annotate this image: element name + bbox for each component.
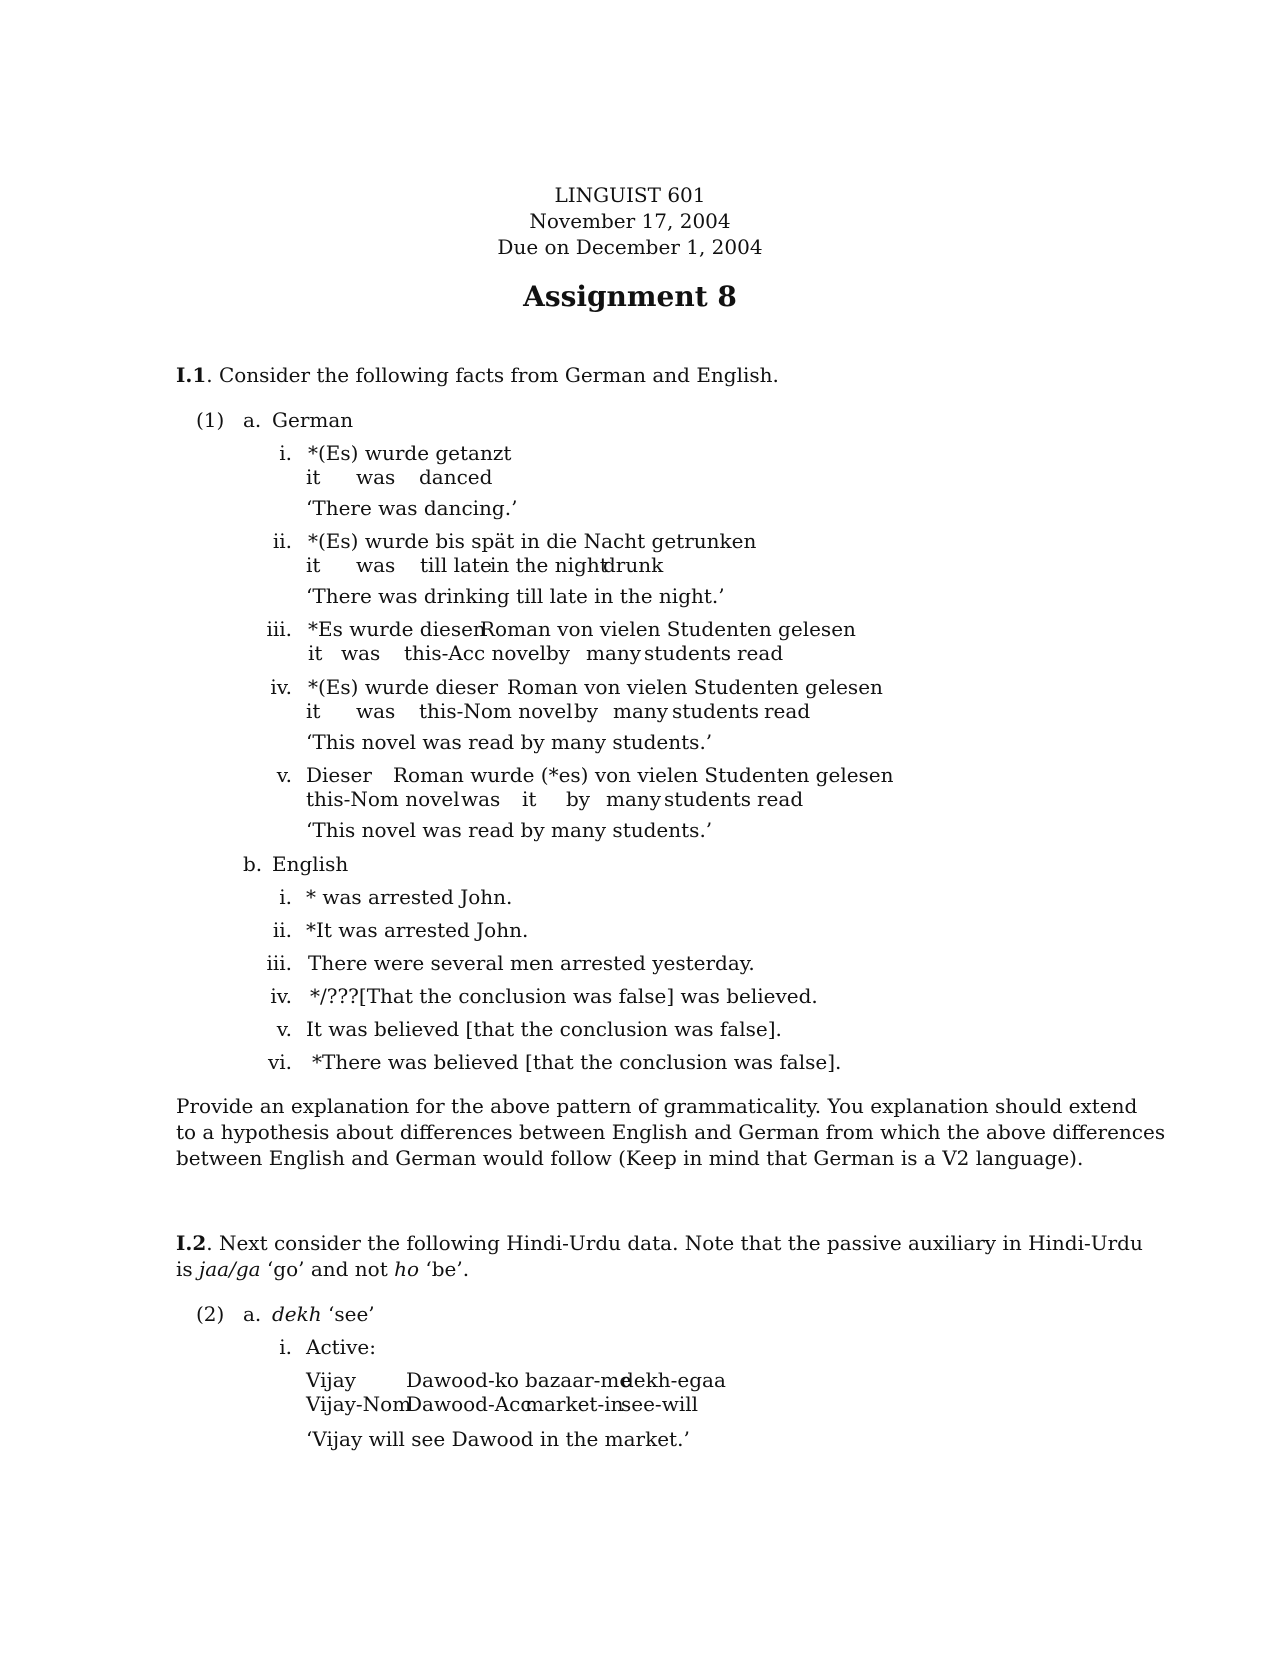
section-1-intro-text: . Consider the following facts from German and English. <box>206 363 779 387</box>
term-jaa-ga: jaa/ga <box>199 1257 261 1281</box>
gloss-word: was <box>461 787 501 811</box>
example-1-number: (1) <box>196 408 225 432</box>
german-sentence: *(Es) wurde dieser <box>308 675 499 699</box>
gloss-word: many <box>613 699 669 723</box>
gloss-word: many <box>606 787 662 811</box>
gloss-word: it <box>522 787 537 811</box>
term-ho: ho <box>394 1257 420 1281</box>
section-2-intro-line-2 <box>176 1257 469 1281</box>
example-1b-title: English <box>272 852 349 876</box>
hindi-item-label: i. <box>279 1335 292 1359</box>
text-run: ‘go’ and not <box>260 1257 395 1281</box>
german-item-label: iv. <box>270 675 292 699</box>
english-item-label: iv. <box>270 984 292 1008</box>
gloss-word: see-will <box>621 1392 699 1416</box>
translation: ‘This novel was read by many students.’ <box>306 818 713 842</box>
english-item-label: iii. <box>266 951 292 975</box>
hindi-word: Dawood-ko <box>406 1368 519 1392</box>
gloss-word: it <box>306 699 321 723</box>
example-2a-title <box>272 1302 375 1326</box>
question-paragraph-line: to a hypothesis about differences between English and German from which the above differences <box>176 1120 1166 1144</box>
english-sentence: *There was believed [that the conclusion was false]. <box>312 1050 842 1074</box>
gloss-word: this-Nom novel <box>306 787 460 811</box>
gloss-word: it <box>306 465 321 489</box>
gloss-word: market-in <box>525 1392 624 1416</box>
hindi-word: Vijay <box>306 1368 356 1392</box>
english-sentence: * was arrested John. <box>306 885 513 909</box>
german-sentence: Roman wurde (*es) von vielen Studenten gelesen <box>393 763 894 787</box>
german-item-label: i. <box>279 441 292 465</box>
german-sentence: *(Es) wurde bis spät in die Nacht getrunken <box>308 529 757 553</box>
gloss-word: read <box>764 699 811 723</box>
gloss-word: drunk <box>603 553 664 577</box>
german-item-label: v. <box>276 763 292 787</box>
gloss-word: many <box>586 641 642 665</box>
hindi-word: dekh-egaa <box>621 1368 726 1392</box>
gloss-word: students <box>664 787 752 811</box>
page-title: Assignment 8 <box>523 280 737 313</box>
gloss-word: it <box>306 553 321 577</box>
example-1b-label: b. <box>243 852 263 876</box>
text-run: is <box>176 1257 200 1281</box>
gloss-word: was <box>356 465 396 489</box>
gloss-word: this-Nom novel <box>419 699 573 723</box>
german-sentence: Roman von vielen Studenten gelesen <box>507 675 883 699</box>
gloss-word: this-Acc novel <box>404 641 546 665</box>
example-1a-label: a. <box>243 408 262 432</box>
hindi-item-title: Active: <box>306 1335 376 1359</box>
gloss-word: Vijay-Nom <box>306 1392 412 1416</box>
term-dekh: dekh <box>272 1302 322 1326</box>
english-sentence: */???[That the conclusion was false] was believed. <box>310 984 818 1008</box>
translation: ‘This novel was read by many students.’ <box>306 730 713 754</box>
text-run: ‘be’. <box>419 1257 470 1281</box>
gloss-word: by <box>546 641 571 665</box>
german-sentence: Roman von vielen Studenten gelesen <box>480 617 856 641</box>
section-1-intro <box>176 363 779 387</box>
translation: ‘Vijay will see Dawood in the market.’ <box>306 1427 690 1451</box>
german-sentence: Dieser <box>306 763 372 787</box>
gloss-word: in the night <box>490 553 608 577</box>
question-paragraph-line: Provide an explanation for the above pattern of grammaticality. You explanation should extend <box>176 1094 1138 1118</box>
english-item-label: ii. <box>272 918 292 942</box>
english-item-label: i. <box>279 885 292 909</box>
gloss-word: Dawood-Acc <box>406 1392 532 1416</box>
text-run: ‘see’ <box>321 1302 375 1326</box>
german-item-label: ii. <box>272 529 292 553</box>
section-2-intro <box>176 1231 1143 1255</box>
gloss-word: it <box>308 641 323 665</box>
assignment-date: November 17, 2004 <box>529 209 731 233</box>
gloss-word: was <box>356 699 396 723</box>
gloss-word: by <box>574 699 599 723</box>
english-sentence: There were several men arrested yesterday. <box>308 951 755 975</box>
gloss-word: students <box>672 699 760 723</box>
question-paragraph-line: between English and German would follow (Keep in mind that German is a V2 language). <box>176 1146 1084 1170</box>
course-name: LINGUIST 601 <box>554 183 706 207</box>
due-date: Due on December 1, 2004 <box>497 235 763 259</box>
gloss-word: was <box>341 641 381 665</box>
german-sentence: *Es wurde diesen <box>308 617 486 641</box>
gloss-word: was <box>356 553 396 577</box>
example-2a-label: a. <box>243 1302 262 1326</box>
english-sentence: *It was arrested John. <box>306 918 529 942</box>
gloss-word: till late <box>420 553 492 577</box>
gloss-word: read <box>757 787 804 811</box>
gloss-word: danced <box>419 465 493 489</box>
english-item-label: v. <box>276 1017 292 1041</box>
english-item-label: vi. <box>267 1050 292 1074</box>
section-2-number: I.2 <box>176 1231 207 1255</box>
example-1a-title: German <box>272 408 354 432</box>
section-1-number: I.1 <box>176 363 207 387</box>
section-2-intro-text: . Next consider the following Hindi-Urdu data. Note that the passive auxiliary in Hindi-Urdu <box>206 1231 1143 1255</box>
gloss-word: by <box>566 787 591 811</box>
german-item-label: iii. <box>266 617 292 641</box>
german-sentence: *(Es) wurde getanzt <box>308 441 512 465</box>
gloss-word: read <box>737 641 784 665</box>
example-2-number: (2) <box>196 1302 225 1326</box>
gloss-word: students <box>644 641 732 665</box>
translation: ‘There was dancing.’ <box>306 496 518 520</box>
hindi-word: bazaar-me <box>525 1368 632 1392</box>
translation: ‘There was drinking till late in the night.’ <box>306 584 725 608</box>
english-sentence: It was believed [that the conclusion was false]. <box>306 1017 782 1041</box>
